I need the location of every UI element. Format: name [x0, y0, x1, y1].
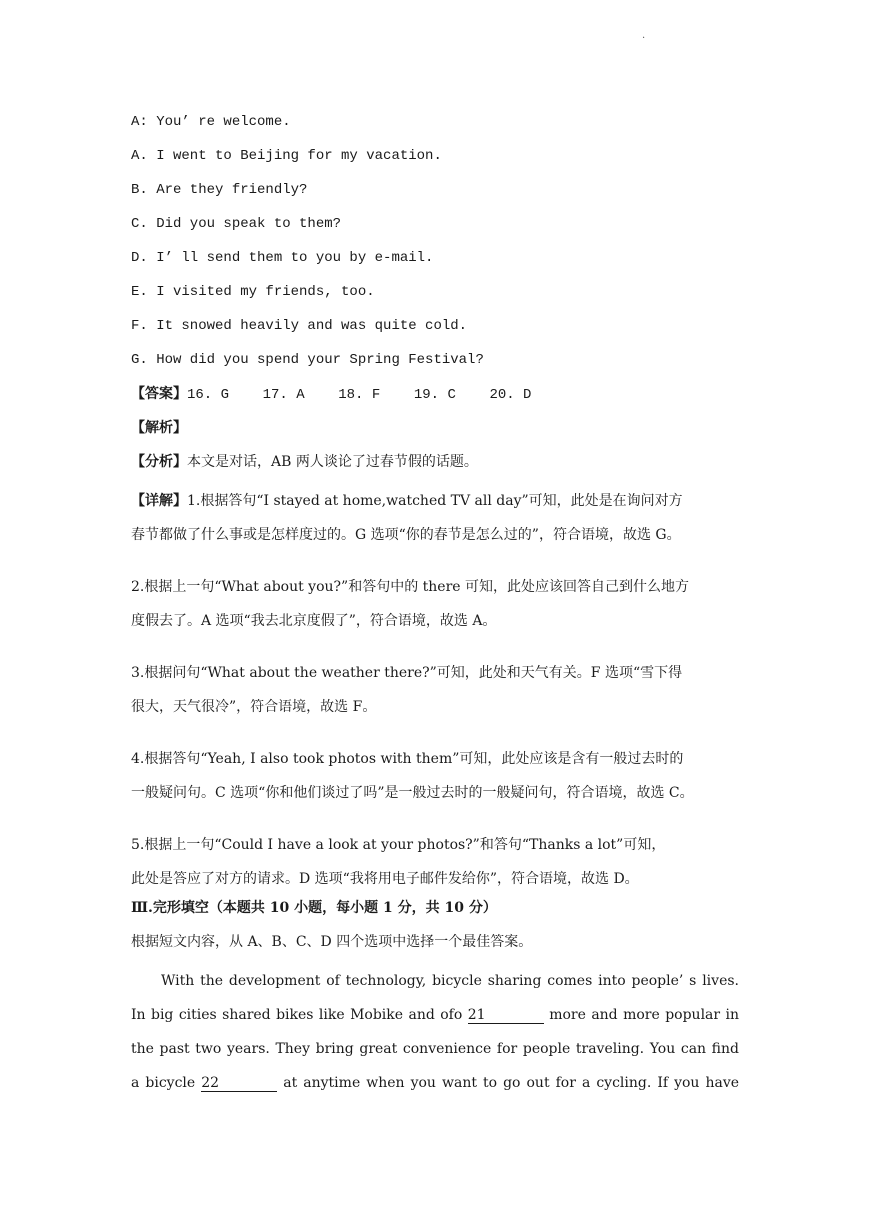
detail-paragraph-3	[131, 656, 739, 724]
detail-4-line-1: 4.根据答句“Yeah, I also took photos with them”可知，此处应该是含有一般过去时的	[131, 751, 684, 767]
option-f: F. It snowed heavily and was quite cold.	[131, 318, 468, 334]
option-c: C. Did you speak to them?	[131, 216, 342, 232]
detail-2-line-2: 度假去了。A 选项“我去北京度假了”，符合语境，故选 A。	[131, 613, 497, 629]
blank-22: 22	[201, 1075, 277, 1092]
dialogue-line: A: You’ re welcome.	[131, 114, 291, 130]
detail-5-line-2: 此处是答应了对方的请求。D 选项“我将用电子邮件发给你”，符合语境，故选 D。	[131, 871, 639, 887]
cloze-article	[131, 964, 739, 1100]
fenxi-line	[131, 450, 739, 474]
detail-2-line-1: 2.根据上一句“What about you?”和答句中的 there 可知，此处应该回答自己到什么地方	[131, 579, 689, 595]
article-line-4-start: a bicycle	[131, 1075, 196, 1091]
detail-paragraph-4	[131, 742, 739, 810]
detail-3-line-1: 3.根据问句“What about the weather there?”可知，此处和天气有关。F 选项“雪下得	[131, 665, 683, 681]
header-mark: .	[642, 30, 646, 41]
fenxi-tag: 【分析】	[131, 454, 187, 470]
section-title: Ⅲ.完形填空（本题共 10 小题，每小题 1 分，共 10 分）	[131, 900, 497, 916]
article-line-2-start: In big cities shared bikes like Mobike and ofo	[131, 1007, 463, 1023]
option-g: G. How did you spend your Spring Festival?	[131, 352, 484, 368]
blank-21: 21	[468, 1007, 544, 1024]
answer-text: 16. G 17. A 18. F 19. C 20. D	[187, 387, 532, 403]
article-line-2	[131, 998, 739, 1032]
detail-1-line-2: 春节都做了什么事或是怎样度过的。G 选项“你的春节是怎么过的”，符合语境，故选 G。	[131, 527, 681, 543]
document-page	[131, 110, 739, 1100]
option-e: E. I visited my friends, too.	[131, 284, 375, 300]
detail-paragraph-2	[131, 570, 739, 638]
option-d: D. I’ ll send them to you by e-mail.	[131, 250, 434, 266]
article-line-1: With the development of technology, bicycle sharing comes into people’ s lives.	[161, 973, 739, 989]
detail-paragraph-5	[131, 828, 739, 896]
option-a: A. I went to Beijing for my vacation.	[131, 148, 442, 164]
detail-4-line-2: 一般疑问句。C 选项“你和他们谈过了吗”是一般过去时的一般疑问句，符合语境，故选 C。	[131, 785, 694, 801]
detail-1-line-1: 1.根据答句“I stayed at home,watched TV all day”可知，此处是在询问对方	[187, 493, 683, 509]
detail-5-line-1: 5.根据上一句“Could I have a look at your photos?”和答句“Thanks a lot”可知，	[131, 837, 666, 853]
detail-tag: 【详解】	[131, 493, 187, 509]
article-line-4	[131, 1066, 739, 1100]
answer-line	[131, 382, 739, 406]
option-b: B. Are they friendly?	[131, 182, 308, 198]
article-line-4-end: at anytime when you want to go out for a cycling. If you have	[283, 1075, 739, 1091]
fenxi-text: 本文是对话，AB 两人谈论了过春节假的话题。	[187, 454, 478, 470]
answer-tag: 【答案】	[131, 386, 187, 402]
analysis-tag: 【解析】	[131, 420, 187, 436]
detail-paragraph-1	[131, 484, 739, 552]
article-line-2-end: more and more popular in	[549, 1007, 739, 1023]
article-line-3: the past two years. They bring great convenience for people traveling. You can find	[131, 1041, 739, 1057]
section-instruction: 根据短文内容，从 A、B、C、D 四个选项中选择一个最佳答案。	[131, 934, 533, 950]
detail-3-line-2: 很大，天气很冷”，符合语境，故选 F。	[131, 699, 377, 715]
